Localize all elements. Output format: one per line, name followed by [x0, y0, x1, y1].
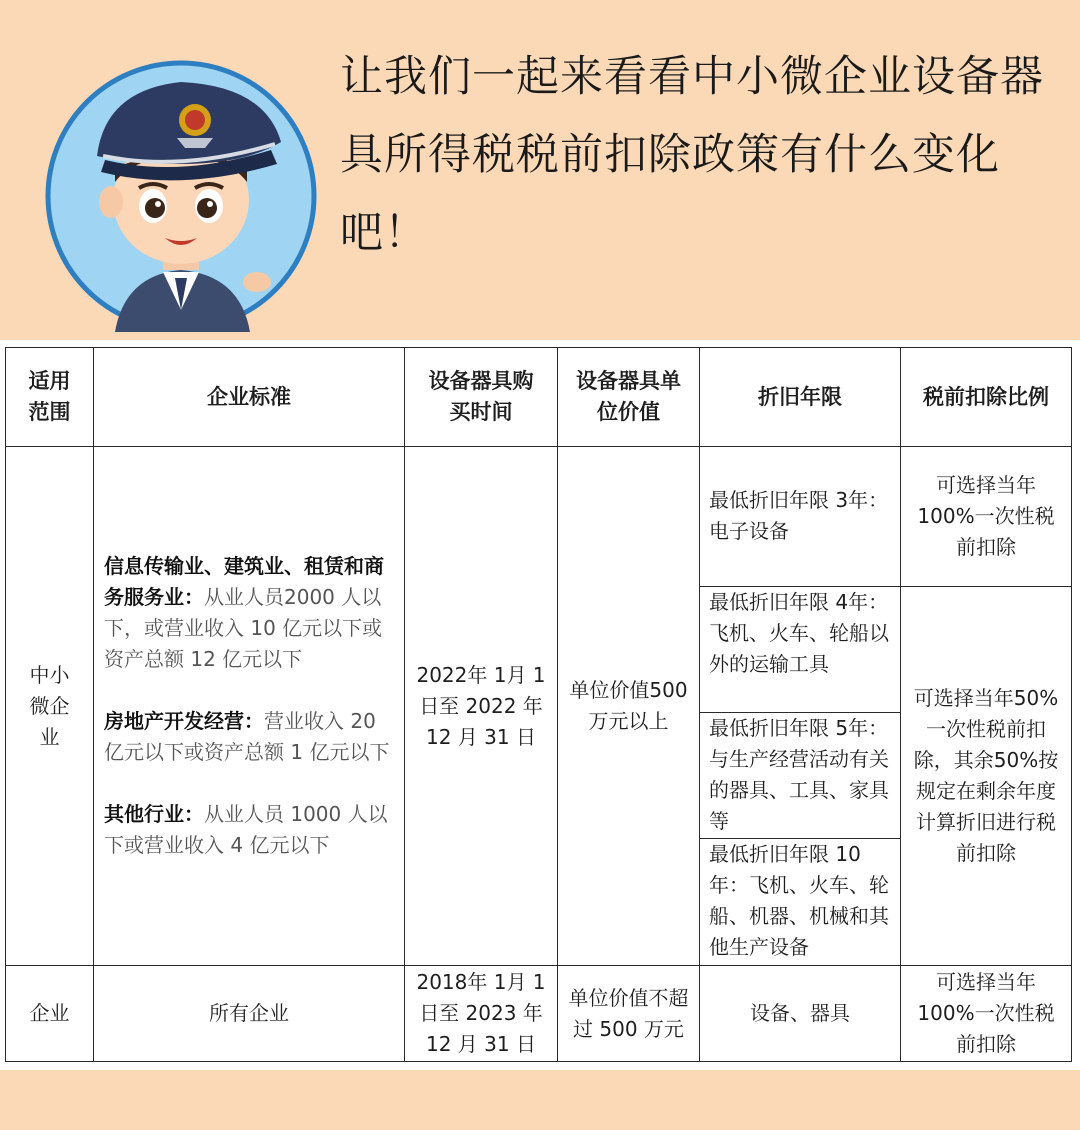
header-banner — [0, 0, 1080, 340]
row2-ratio: 可选择当年100%一次性税前扣除 — [901, 966, 1072, 1062]
row1-depreciation-3: 最低折旧年限 3年：电子设备 — [700, 447, 901, 587]
row2-scope: 企业 — [6, 966, 94, 1062]
row2-standard: 所有企业 — [94, 966, 405, 1062]
header-depreciation: 折旧年限 — [700, 348, 901, 447]
tax-officer-cartoon-icon — [45, 60, 317, 332]
row1-ratio-b: 可选择当年50%一次性税前扣除，其余50%按规定在剩余年度计算折旧进行税前扣除 — [901, 587, 1072, 966]
industry-item — [104, 551, 394, 675]
header-unit-value: 设备器具单位价值 — [558, 348, 700, 447]
row1-unit-value: 单位价值500 万元以上 — [558, 447, 700, 966]
table-header-row — [6, 348, 1072, 447]
policy-table — [5, 347, 1072, 1062]
table-row — [6, 966, 1072, 1062]
header-ratio: 税前扣除比例 — [901, 348, 1072, 447]
row1-ratio-a: 可选择当年100%一次性税前扣除 — [901, 447, 1072, 587]
header-scope: 适用范围 — [6, 348, 94, 447]
row2-depreciation: 设备、器具 — [700, 966, 901, 1062]
row2-purchase-time: 2018年 1月 1日至 2023 年12 月 31 日 — [405, 966, 558, 1062]
industry-desc: 从业人员2000 人以下，或营业收入 10 亿元以下或资产总额 12 亿元以下 — [104, 585, 383, 671]
header-purchase-time: 设备器具购买时间 — [405, 348, 558, 447]
industry-name: 信息传输业、建筑业、租赁和商务服务业： — [104, 554, 384, 609]
policy-sheet — [0, 340, 1080, 1070]
table-row — [6, 447, 1072, 587]
row1-industries — [94, 447, 405, 966]
headline-text: 让我们一起来看看中小微企业设备器具所得税税前扣除政策有什么变化吧！ — [340, 52, 1044, 258]
industry-desc: 营业收入 20 亿元以下或资产总额 1 亿元以下 — [104, 709, 390, 764]
row1-depreciation-5: 最低折旧年限 5年：与生产经营活动有关的器具、工具、家具等 — [700, 713, 901, 839]
row1-depreciation-10: 最低折旧年限 10年：飞机、火车、轮船、机器、机械和其他生产设备 — [700, 839, 901, 966]
industry-name: 其他行业： — [104, 802, 204, 826]
row2-unit-value: 单位价值不超过 500 万元 — [558, 966, 700, 1062]
row1-depreciation-4: 最低折旧年限 4年：飞机、火车、轮船以外的运输工具 — [700, 587, 901, 713]
industry-item — [104, 799, 394, 861]
industry-name: 房地产开发经营： — [104, 709, 264, 733]
industry-item — [104, 706, 394, 768]
row1-purchase-time: 2022年 1月 1日至 2022 年12 月 31 日 — [405, 447, 558, 966]
header-standard: 企业标准 — [94, 348, 405, 447]
industry-desc: 从业人员 1000 人以下或营业收入 4 亿元以下 — [104, 802, 388, 857]
row1-scope: 中小微企业 — [6, 447, 94, 966]
